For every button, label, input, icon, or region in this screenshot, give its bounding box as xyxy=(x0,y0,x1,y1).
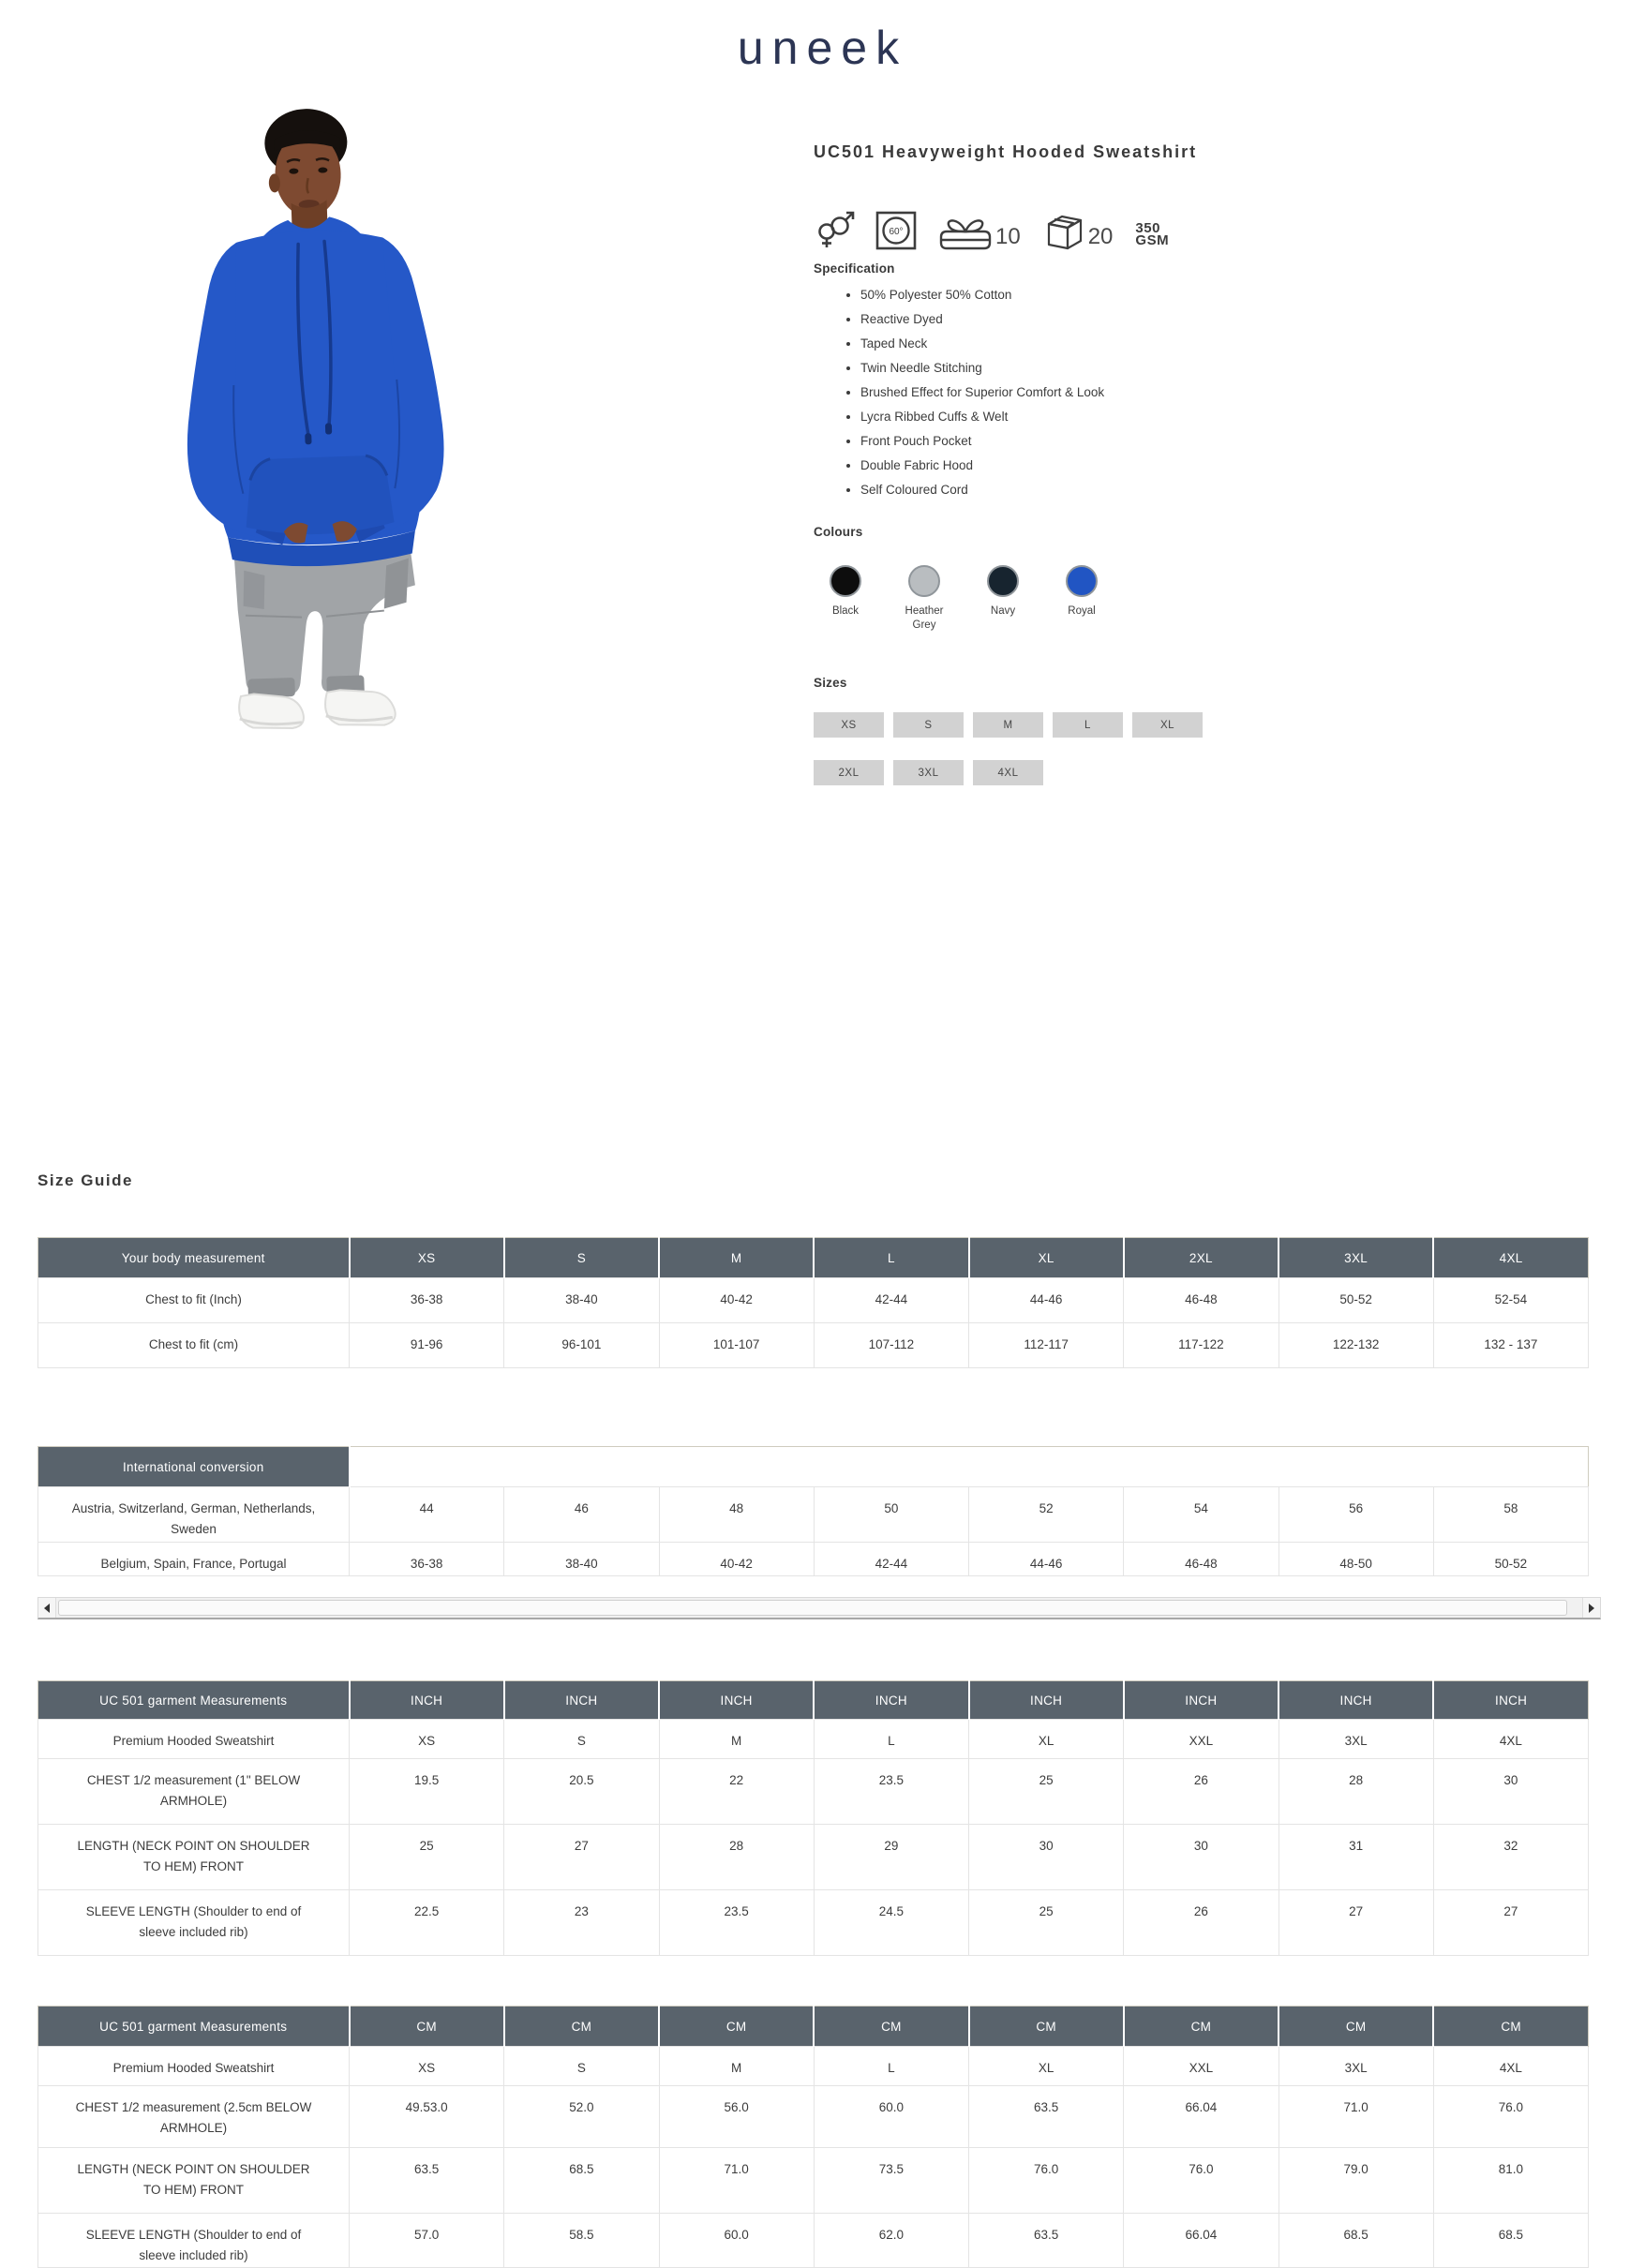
spec-item: • Front Pouch Pocket xyxy=(860,429,1395,454)
size-button[interactable]: 4XL xyxy=(973,760,1043,785)
cell: 42-44 xyxy=(814,1278,968,1323)
cell: S xyxy=(504,2047,659,2086)
cell: 4XL xyxy=(1433,1720,1588,1759)
swatch-item xyxy=(971,565,1035,633)
header-cell: INCH xyxy=(1279,1681,1433,1720)
row-label: Chest to fit (cm) xyxy=(38,1323,350,1368)
cell: 20.5 xyxy=(504,1759,659,1825)
header-row xyxy=(38,1681,1589,1720)
carton-quantity: 20 xyxy=(1087,224,1114,249)
cell: 46 xyxy=(504,1487,659,1543)
header-cell: INCH xyxy=(504,1681,659,1720)
cell: 49.53.0 xyxy=(350,2086,504,2148)
row-label: Austria, Switzerland, German, Netherlands, Sweden xyxy=(38,1487,350,1543)
cell: L xyxy=(814,2047,968,2086)
swatch-item xyxy=(1050,565,1114,633)
header-cell: L xyxy=(814,1238,968,1278)
header-cell: INCH xyxy=(659,1681,814,1720)
header-cell-empty xyxy=(1124,1447,1279,1487)
cell: 63.5 xyxy=(969,2086,1124,2148)
cell: 42-44 xyxy=(814,1543,968,1576)
garment-measurements-cm-table xyxy=(37,2006,1589,2268)
cell: 25 xyxy=(350,1825,504,1890)
cell: 71.0 xyxy=(1279,2086,1433,2148)
cell: 48 xyxy=(659,1487,814,1543)
cell: 30 xyxy=(1433,1759,1588,1825)
size-button[interactable]: 3XL xyxy=(893,760,964,785)
cell: 66.04 xyxy=(1124,2086,1279,2148)
cell: 52 xyxy=(969,1487,1124,1543)
size-button[interactable]: M xyxy=(973,712,1043,738)
cell: XXL xyxy=(1124,1720,1279,1759)
cell: 40-42 xyxy=(659,1543,814,1576)
header-cell: CM xyxy=(504,2007,659,2047)
table-row xyxy=(38,1759,1589,1825)
cell: 46-48 xyxy=(1124,1278,1279,1323)
colour-swatch[interactable] xyxy=(830,565,861,597)
cell: XS xyxy=(350,2047,504,2086)
cell: 76.0 xyxy=(1124,2148,1279,2214)
header-cell: INCH xyxy=(969,1681,1124,1720)
row-label: Premium Hooded Sweatshirt xyxy=(38,1720,350,1759)
cell: 46-48 xyxy=(1124,1543,1279,1576)
cell: 27 xyxy=(1433,1890,1588,1956)
horizontal-scrollbar[interactable] xyxy=(37,1597,1601,1619)
header-cell: UC 501 garment Measurements xyxy=(38,1681,350,1720)
table-row xyxy=(38,1720,1589,1759)
cell: 50-52 xyxy=(1433,1543,1588,1576)
swatch-label: Royal xyxy=(1068,605,1096,617)
cell: 101-107 xyxy=(659,1323,814,1368)
header-cell: UC 501 garment Measurements xyxy=(38,2007,350,2047)
cell: XL xyxy=(969,2047,1124,2086)
spec-item: • Taped Neck xyxy=(860,332,1395,356)
cell: 63.5 xyxy=(350,2148,504,2214)
cell: 58.5 xyxy=(504,2214,659,2268)
cell: 25 xyxy=(969,1759,1124,1825)
cell: 71.0 xyxy=(659,2148,814,2214)
cell: 22 xyxy=(659,1759,814,1825)
header-cell: M xyxy=(659,1238,814,1278)
swatch-item xyxy=(892,565,956,633)
cell: 26 xyxy=(1124,1890,1279,1956)
size-button[interactable]: XL xyxy=(1132,712,1203,738)
cell: 50-52 xyxy=(1279,1278,1433,1323)
cell: 19.5 xyxy=(350,1759,504,1825)
cell: 32 xyxy=(1433,1825,1588,1890)
product-photo xyxy=(141,101,619,748)
header-cell-empty xyxy=(659,1447,814,1487)
header-cell: 3XL xyxy=(1279,1238,1433,1278)
size-guide-heading: Size Guide xyxy=(37,1171,133,1189)
cell: 44 xyxy=(350,1487,504,1543)
spec-item: • Lycra Ribbed Cuffs & Welt xyxy=(860,405,1395,429)
cell: 38-40 xyxy=(504,1278,659,1323)
header-cell: CM xyxy=(969,2007,1124,2047)
cell: L xyxy=(814,1720,968,1759)
cell: 31 xyxy=(1279,1825,1433,1890)
colour-swatch[interactable] xyxy=(1066,565,1098,597)
cell: 81.0 xyxy=(1433,2148,1588,2214)
colour-swatch[interactable] xyxy=(908,565,940,597)
unisex-icon xyxy=(814,209,857,250)
size-row-2 xyxy=(814,760,1395,785)
header-cell-empty xyxy=(504,1447,659,1487)
header-cell: 4XL xyxy=(1433,1238,1588,1278)
product-title: UC501 Heavyweight Hooded Sweatshirt xyxy=(814,142,1198,161)
header-cell-empty xyxy=(969,1447,1124,1487)
spec-item: • Self Coloured Cord xyxy=(860,478,1395,502)
cell: 57.0 xyxy=(350,2214,504,2268)
cell: 36-38 xyxy=(350,1543,504,1576)
cell: 96-101 xyxy=(504,1323,659,1368)
cell: 27 xyxy=(1279,1890,1433,1956)
row-label: Chest to fit (Inch) xyxy=(38,1278,350,1323)
header-cell-empty xyxy=(814,1447,968,1487)
cell: 122-132 xyxy=(1279,1323,1433,1368)
header-cell-empty xyxy=(1279,1447,1433,1487)
cell: 23.5 xyxy=(659,1890,814,1956)
cell: 73.5 xyxy=(814,2148,968,2214)
size-row-1 xyxy=(814,712,1395,738)
carton-box-icon xyxy=(1043,209,1084,250)
cell: 44-46 xyxy=(969,1278,1124,1323)
row-label: CHEST 1/2 measurement (1" BELOW ARMHOLE) xyxy=(38,1759,350,1825)
cell: M xyxy=(659,2047,814,2086)
colours-heading: Colours xyxy=(814,525,863,539)
scrollbar-thumb[interactable] xyxy=(58,1600,1567,1616)
header-cell: CM xyxy=(1124,2007,1279,2047)
garment-measurements-inch-table xyxy=(37,1680,1589,1956)
header-cell: INCH xyxy=(1433,1681,1588,1720)
row-label: CHEST 1/2 measurement (2.5cm BELOW ARMHOLE) xyxy=(38,2086,350,2148)
cell: 58 xyxy=(1433,1487,1588,1543)
cell: 38-40 xyxy=(504,1543,659,1576)
cell: 22.5 xyxy=(350,1890,504,1956)
cell: 117-122 xyxy=(1124,1323,1279,1368)
table-row xyxy=(38,1278,1589,1323)
size-button[interactable]: 2XL xyxy=(814,760,884,785)
cell: 36-38 xyxy=(350,1278,504,1323)
table-row xyxy=(38,2086,1589,2148)
body-measurement-table xyxy=(37,1237,1589,1368)
header-cell: CM xyxy=(659,2007,814,2047)
scroll-right-button[interactable] xyxy=(1582,1598,1600,1618)
cell: 23 xyxy=(504,1890,659,1956)
cell: 24.5 xyxy=(814,1890,968,1956)
cell: 30 xyxy=(969,1825,1124,1890)
cell: 68.5 xyxy=(1433,2214,1588,2268)
cell: 112-117 xyxy=(969,1323,1124,1368)
cell: 4XL xyxy=(1433,2047,1588,2086)
pack-icon xyxy=(939,211,992,250)
size-button[interactable]: S xyxy=(893,712,964,738)
cell: XS xyxy=(350,1720,504,1759)
cell: 3XL xyxy=(1279,1720,1433,1759)
pouch-pocket xyxy=(244,455,395,536)
cell: 63.5 xyxy=(969,2214,1124,2268)
spec-item: • Brushed Effect for Superior Comfort & Look xyxy=(860,380,1395,405)
svg-text:60°: 60° xyxy=(889,227,904,237)
header-cell: CM xyxy=(350,2007,504,2047)
cell: 52.0 xyxy=(504,2086,659,2148)
spec-item: • Reactive Dyed xyxy=(860,307,1395,332)
cell: 62.0 xyxy=(814,2214,968,2268)
product-badges xyxy=(814,205,1395,250)
cell: XL xyxy=(969,1720,1124,1759)
header-row xyxy=(38,2007,1589,2047)
pack-quantity: 10 xyxy=(995,224,1021,249)
header-cell-empty xyxy=(350,1447,504,1487)
product-info xyxy=(814,142,1395,785)
header-row xyxy=(38,1238,1589,1278)
cell: 91-96 xyxy=(350,1323,504,1368)
cell: 48-50 xyxy=(1279,1543,1433,1576)
cell: 76.0 xyxy=(969,2148,1124,2214)
header-row xyxy=(38,1447,1589,1487)
specification-heading: Specification xyxy=(814,261,895,276)
cell: 56 xyxy=(1279,1487,1433,1543)
header-cell: CM xyxy=(1279,2007,1433,2047)
swatch-item xyxy=(814,565,877,633)
sizes-heading: Sizes xyxy=(814,676,847,690)
table-row xyxy=(38,1323,1589,1368)
header-cell: INCH xyxy=(1124,1681,1279,1720)
cell: XXL xyxy=(1124,2047,1279,2086)
row-label: SLEEVE LENGTH (Shoulder to end of sleeve included rib) xyxy=(38,2214,350,2268)
gsm-badge: 350 GSM xyxy=(1135,220,1170,248)
swatch-label: Navy xyxy=(990,605,1016,617)
table-row xyxy=(38,2047,1589,2086)
cell: 66.04 xyxy=(1124,2214,1279,2268)
table-row xyxy=(38,2148,1589,2214)
table-row xyxy=(38,1825,1589,1890)
table-row xyxy=(38,1487,1589,1543)
size-button[interactable]: XS xyxy=(814,712,884,738)
brand-logo: uneek xyxy=(737,22,908,74)
scroll-right-icon xyxy=(1589,1604,1594,1613)
header-cell: Your body measurement xyxy=(38,1238,350,1278)
cell: 68.5 xyxy=(1279,2214,1433,2268)
cell: 30 xyxy=(1124,1825,1279,1890)
cell: S xyxy=(504,1720,659,1759)
header-cell: XL xyxy=(969,1238,1124,1278)
cell: 60.0 xyxy=(814,2086,968,2148)
header-cell: CM xyxy=(1433,2007,1588,2047)
cell: 28 xyxy=(659,1825,814,1890)
cell: 60.0 xyxy=(659,2214,814,2268)
header-cell: CM xyxy=(814,2007,968,2047)
header-cell: XS xyxy=(350,1238,504,1278)
table-row xyxy=(38,1543,1589,1576)
cell: 132 - 137 xyxy=(1433,1323,1588,1368)
cell: 44-46 xyxy=(969,1543,1124,1576)
cell: 76.0 xyxy=(1433,2086,1588,2148)
spec-item: • Twin Needle Stitching xyxy=(860,356,1395,380)
colour-swatch[interactable] xyxy=(987,565,1019,597)
header-cell-empty xyxy=(1433,1447,1588,1487)
cell: 50 xyxy=(814,1487,968,1543)
cell: 54 xyxy=(1124,1487,1279,1543)
cell: 23.5 xyxy=(814,1759,968,1825)
colour-swatches xyxy=(814,565,1395,633)
cell: M xyxy=(659,1720,814,1759)
specification-list xyxy=(814,283,1395,502)
cell: 79.0 xyxy=(1279,2148,1433,2214)
header-cell: S xyxy=(504,1238,659,1278)
header-cell: International conversion xyxy=(38,1447,350,1487)
swatch-label: Heather Grey xyxy=(905,605,944,631)
header-cell: INCH xyxy=(350,1681,504,1720)
cell: 52-54 xyxy=(1433,1278,1588,1323)
scroll-left-icon xyxy=(44,1604,50,1613)
cell: 25 xyxy=(969,1890,1124,1956)
spec-item: • 50% Polyester 50% Cotton xyxy=(860,283,1395,307)
cell: 3XL xyxy=(1279,2047,1433,2086)
row-label: Premium Hooded Sweatshirt xyxy=(38,2047,350,2086)
table-row xyxy=(38,2214,1589,2268)
row-label: LENGTH (NECK POINT ON SHOULDER TO HEM) FRONT xyxy=(38,1825,350,1890)
swatch-label: Black xyxy=(831,605,860,617)
spec-item: • Double Fabric Hood xyxy=(860,454,1395,478)
scroll-left-button[interactable] xyxy=(38,1598,56,1618)
cell: 40-42 xyxy=(659,1278,814,1323)
header-cell: 2XL xyxy=(1124,1238,1279,1278)
table-row xyxy=(38,1890,1589,1956)
row-label: SLEEVE LENGTH (Shoulder to end of sleeve included rib) xyxy=(38,1890,350,1956)
cell: 56.0 xyxy=(659,2086,814,2148)
international-conversion-table xyxy=(37,1446,1589,1576)
row-label: LENGTH (NECK POINT ON SHOULDER TO HEM) FRONT xyxy=(38,2148,350,2214)
cell: 26 xyxy=(1124,1759,1279,1825)
wash-60-icon xyxy=(875,211,917,250)
cell: 27 xyxy=(504,1825,659,1890)
cell: 68.5 xyxy=(504,2148,659,2214)
cell: 29 xyxy=(814,1825,968,1890)
row-label: Belgium, Spain, France, Portugal xyxy=(38,1543,350,1576)
cell: 28 xyxy=(1279,1759,1433,1825)
size-button[interactable]: L xyxy=(1053,712,1123,738)
cell: 107-112 xyxy=(814,1323,968,1368)
header-cell: INCH xyxy=(814,1681,968,1720)
